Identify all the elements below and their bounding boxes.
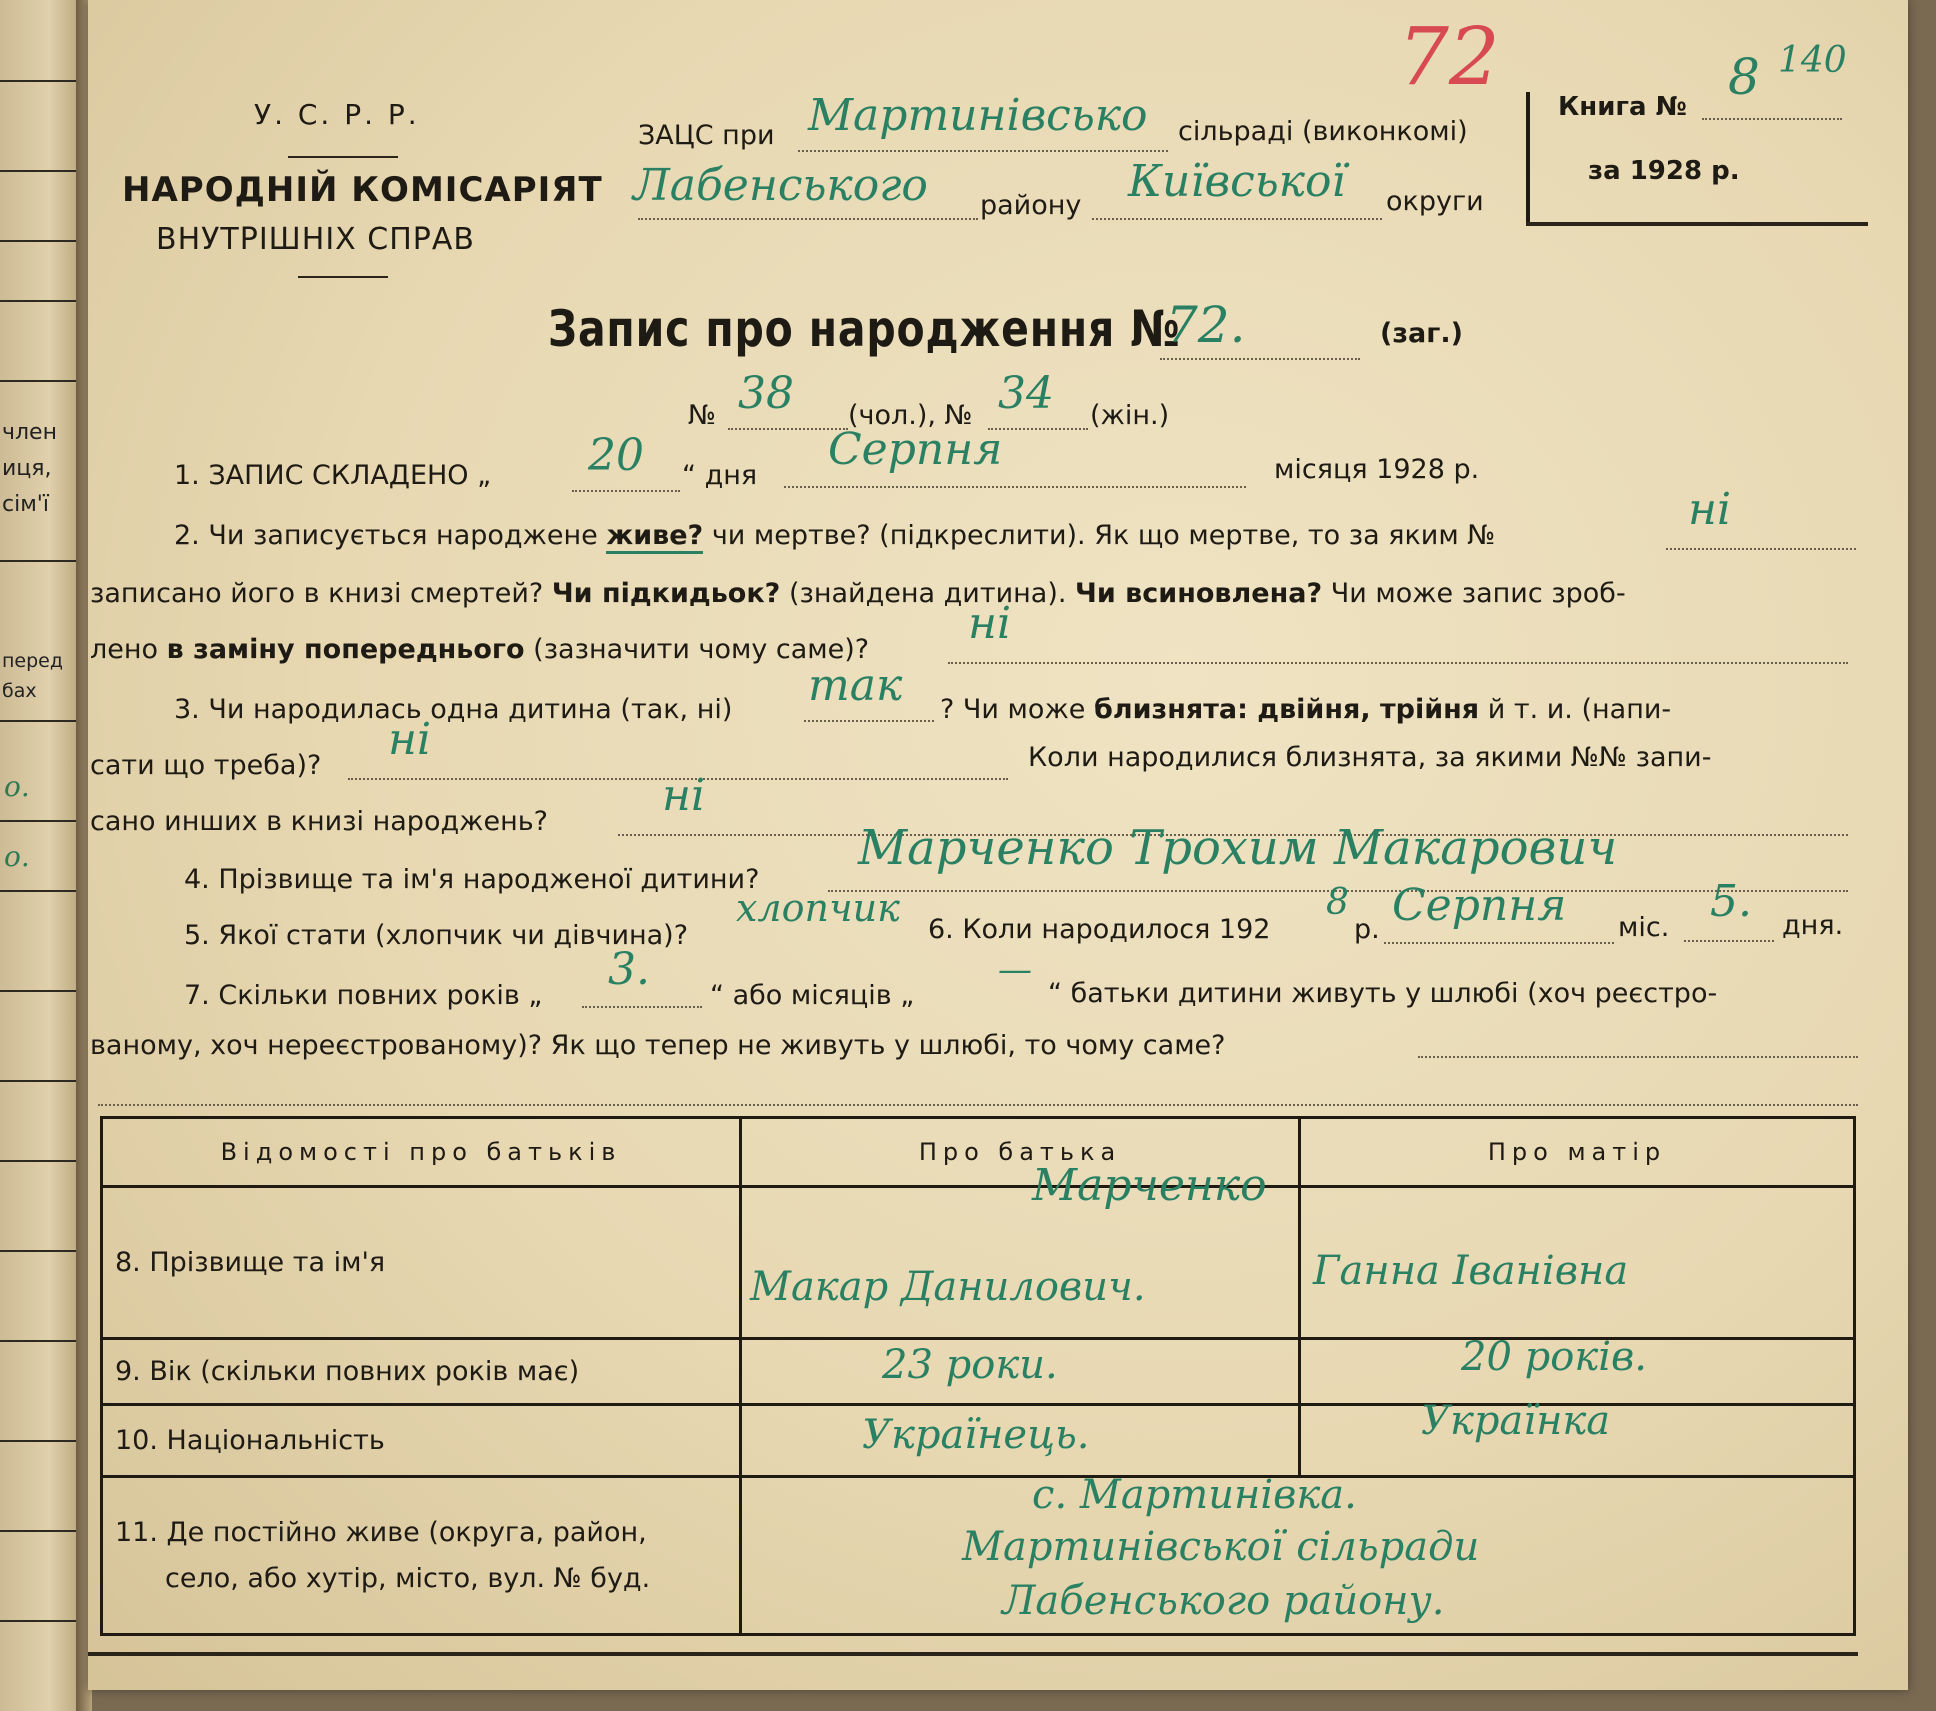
row8-father — [741, 1160, 1300, 1339]
q3-value-1: так — [808, 660, 903, 711]
q3-line1a: 3. Чи народилась одна дитина (так, ні) — [174, 694, 733, 725]
divider — [0, 820, 76, 822]
q2-line1: 2. Чи записується народжене живе? чи мертве? (підкреслити). Як що мертве, то за яким № — [174, 520, 1495, 551]
table-row — [102, 1477, 1855, 1635]
total-label: (заг.) — [1380, 318, 1463, 349]
commissariat-subtitle: ВНУТРІШНІХ СПРАВ — [156, 222, 475, 257]
birth-record-sheet — [88, 0, 1908, 1690]
row8-mother — [1300, 1187, 1855, 1339]
margin-text: перед — [2, 650, 63, 672]
blank-line — [1418, 1056, 1858, 1058]
parents-table — [100, 1116, 1856, 1636]
blank-line — [1160, 358, 1360, 360]
q5-label: 5. Якої стати (хлопчик чи дівчина)? — [184, 920, 689, 951]
okrug-label: округи — [1386, 186, 1484, 217]
margin-text: бах — [2, 680, 37, 702]
female-label: (жін.) — [1090, 400, 1170, 431]
q7-months: — — [998, 950, 1032, 990]
divider — [0, 380, 76, 382]
q2-line3: лено в заміну попереднього (зазначити чому саме)? — [90, 634, 870, 665]
row10-label: 10. Національність — [102, 1405, 741, 1477]
q7-label: 7. Скільки повних років „ — [184, 980, 543, 1011]
divider — [0, 890, 76, 892]
blank-line — [638, 218, 978, 220]
margin-handwriting: о. — [4, 770, 30, 803]
blank-line — [572, 490, 680, 492]
margin-text: иця, — [2, 456, 52, 481]
margin-handwriting: о. — [4, 840, 30, 873]
row11-address — [741, 1472, 1855, 1635]
q6-year: 8 — [1326, 882, 1349, 923]
blank-line — [804, 720, 934, 722]
q1-day-label: “ дня — [682, 460, 758, 491]
q6-label: 6. Коли народилося 192 — [928, 914, 1271, 945]
record-title: Запис про народження № — [548, 300, 1181, 358]
q3-value-2: ні — [388, 714, 432, 765]
blank-line — [582, 1006, 702, 1008]
divider — [298, 276, 388, 278]
margin-text: сім'ї — [2, 492, 49, 517]
divider — [0, 1340, 76, 1342]
book-box-border — [1526, 92, 1530, 224]
q3-line2a: сати що треба)? — [90, 750, 322, 781]
book-number: 8 — [1728, 48, 1760, 106]
q2-value-1: ні — [1688, 484, 1732, 535]
blank-line — [1684, 940, 1774, 942]
divider — [0, 80, 76, 82]
q6-day: 5. — [1710, 876, 1752, 927]
row9-label: 9. Вік (скільки повних років має) — [102, 1339, 741, 1405]
q4-label: 4. Прізвище та ім'я народженої дитини? — [184, 864, 760, 895]
row10-father — [741, 1405, 1300, 1477]
divider — [0, 1250, 76, 1252]
col-father-header: Про батька — [741, 1118, 1300, 1187]
red-number: 72 — [1398, 10, 1500, 103]
divider — [0, 1440, 76, 1442]
divider — [0, 1620, 76, 1622]
blank-line — [1702, 118, 1842, 120]
q7-mid: “ або місяців „ — [710, 980, 915, 1011]
divider — [0, 560, 76, 562]
blank-line — [784, 486, 1246, 488]
district-value: Лабенського — [633, 160, 928, 211]
row8-label: 8. Прізвище та ім'я — [102, 1187, 741, 1339]
divider — [0, 720, 76, 722]
male-number: 38 — [738, 368, 794, 419]
adjacent-page — [0, 0, 82, 1711]
q1-month-label: місяця 1928 р. — [1274, 454, 1480, 485]
blank-line — [1666, 548, 1856, 550]
q3-line3: сано инших в книзі народжень? — [90, 806, 548, 837]
q1-label: 1. ЗАПИС СКЛАДЕНО „ — [174, 460, 492, 491]
divider — [288, 156, 398, 158]
row8-mother-name: Ганна Іванівна — [1313, 1248, 1629, 1294]
blank-line — [98, 1104, 1858, 1106]
divider — [0, 1160, 76, 1162]
blank-line — [988, 428, 1088, 430]
bottom-border — [88, 1652, 1858, 1656]
row9-father-age: 23 роки. — [882, 1342, 1058, 1388]
q7-years: 3. — [608, 944, 650, 995]
divider — [0, 300, 76, 302]
q6-mis: міс. — [1618, 912, 1670, 943]
zags-suffix: сільраді (виконкомі) — [1178, 116, 1468, 147]
book-label: Книга № — [1558, 92, 1687, 122]
table-row — [102, 1187, 1855, 1339]
republic-label: У. С. Р. Р. — [254, 98, 420, 131]
record-number: 72. — [1166, 296, 1246, 354]
row10-father-nationality: Українець. — [862, 1412, 1090, 1458]
divider — [0, 990, 76, 992]
table-row — [102, 1339, 1855, 1405]
blank-line — [948, 662, 1848, 664]
q7-line2: ваному, хоч нереєстрованому)? Як що тепер не живуть у шлюбі, то чому саме? — [90, 1030, 1226, 1061]
margin-text: член — [2, 420, 57, 445]
divider — [0, 1080, 76, 1082]
q3-line2b: Коли народилися близнята, за якими №№ запи- — [1028, 742, 1712, 773]
divider — [0, 240, 76, 242]
row10-mother — [1300, 1398, 1855, 1477]
divider — [0, 1530, 76, 1532]
female-number: 34 — [998, 368, 1054, 419]
q6-month: Серпня — [1392, 880, 1567, 931]
divider — [0, 170, 76, 172]
book-extra-number: 140 — [1778, 40, 1847, 81]
zags-village: Мартинівсько — [808, 90, 1148, 141]
q6-r: р. — [1354, 914, 1380, 945]
q3-value-3: ні — [662, 770, 706, 821]
q5-sex: хлопчик — [736, 886, 900, 930]
q3-line1b: ? Чи може близнята: двійня, трійня й т. и. (напи- — [940, 694, 1672, 725]
row11-line1: с. Мартинівка. — [1032, 1472, 1357, 1518]
male-label: (чол.), № — [848, 400, 973, 431]
q7-rest: “ батьки дитини живуть у шлюбі (хоч реєстро- — [1048, 978, 1718, 1009]
okrug-value: Київської — [1128, 156, 1346, 207]
commissariat-title: НАРОДНІЙ КОМІСАРІЯТ — [122, 170, 603, 210]
row11-label: 11. Де постійно живе (округа, район, село, або хутір, місто, вул. № буд. — [102, 1477, 741, 1635]
no-label: № — [688, 400, 717, 431]
table-header-row — [102, 1118, 1855, 1187]
q4-child-name: Марченко Трохим Макарович — [858, 820, 1618, 876]
book-year: за 1928 р. — [1588, 156, 1740, 186]
district-label: району — [980, 190, 1082, 221]
q2-alive: живе? — [606, 520, 703, 554]
blank-line — [798, 150, 1168, 152]
row9-mother — [1300, 1334, 1855, 1405]
row11-line3: Лабенського району. — [1002, 1578, 1445, 1624]
q6-dnia: дня. — [1782, 910, 1844, 941]
row11-line2: Мартинівської сільради — [962, 1524, 1480, 1570]
col-info-header: Відомості про батьків — [102, 1118, 741, 1187]
book-box-border — [1526, 222, 1868, 226]
row9-father — [741, 1339, 1300, 1405]
row10-mother-nationality: Українка — [1421, 1398, 1611, 1444]
q2-line2: записано його в книзі смертей? Чи підкидьок? (знайдена дитина). Чи всиновлена? Чи може запис зроб- — [90, 578, 1626, 609]
blank-line — [1384, 942, 1614, 944]
table-row — [102, 1405, 1855, 1477]
row8-surname: Марченко — [1032, 1160, 1267, 1211]
zags-prefix: ЗАЦС при — [638, 120, 775, 151]
row8-father-name: Макар Данилович. — [750, 1264, 1146, 1310]
blank-line — [1092, 218, 1382, 220]
row9-mother-age: 20 років. — [1461, 1334, 1648, 1380]
q2-value-2: ні — [968, 598, 1012, 649]
col-mother-header: Про матір — [1300, 1118, 1855, 1187]
q1-day: 20 — [588, 430, 644, 481]
q1-month: Серпня — [828, 424, 1003, 475]
